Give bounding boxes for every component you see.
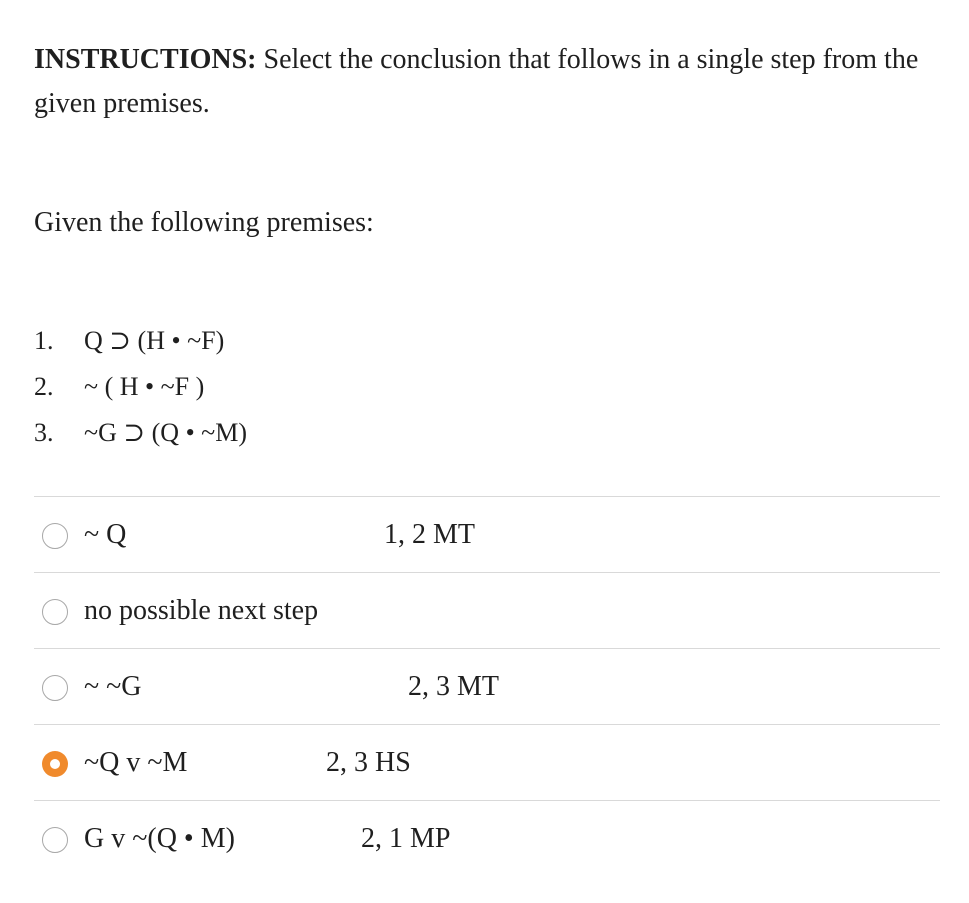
radio-button[interactable] — [42, 675, 68, 701]
answer-option-1[interactable] — [34, 496, 940, 572]
option-conclusion: no possible next step — [84, 595, 319, 626]
answer-options — [34, 496, 940, 876]
premise-number: 3. — [34, 418, 54, 447]
answer-option-3[interactable] — [34, 648, 940, 724]
instructions — [34, 38, 954, 126]
premise-formula: ~G ⊃ (Q • ~M) — [84, 418, 248, 447]
premise-number: 2. — [34, 372, 54, 401]
option-justification: 1, 2 MT — [384, 519, 475, 550]
radio-button-selected[interactable] — [42, 751, 68, 777]
premise-1 — [34, 318, 247, 364]
radio-button[interactable] — [42, 523, 68, 549]
instructions-label: INSTRUCTIONS: — [34, 44, 257, 75]
premise-formula: ~ ( H • ~F ) — [84, 372, 205, 401]
premise-formula: Q ⊃ (H • ~F) — [84, 326, 225, 355]
option-conclusion: ~ Q — [84, 519, 127, 550]
instructions-text: Select the conclusion that follows in a single step from the given premises. — [34, 44, 919, 119]
option-justification: 2, 3 MT — [408, 671, 499, 702]
premise-3 — [34, 410, 247, 456]
premise-number: 1. — [34, 326, 54, 355]
answer-option-5[interactable] — [34, 800, 940, 876]
radio-button[interactable] — [42, 827, 68, 853]
option-justification: 2, 3 HS — [326, 747, 411, 778]
option-conclusion: ~Q v ~M — [84, 747, 188, 778]
answer-option-2[interactable] — [34, 572, 940, 648]
radio-button[interactable] — [42, 599, 68, 625]
answer-option-4[interactable] — [34, 724, 940, 800]
premises-heading: Given the following premises: — [34, 207, 374, 238]
option-justification: 2, 1 MP — [361, 823, 451, 854]
premise-2 — [34, 364, 247, 410]
option-conclusion: G v ~(Q • M) — [84, 823, 235, 854]
premises-list — [34, 318, 247, 456]
option-conclusion: ~ ~G — [84, 671, 142, 702]
